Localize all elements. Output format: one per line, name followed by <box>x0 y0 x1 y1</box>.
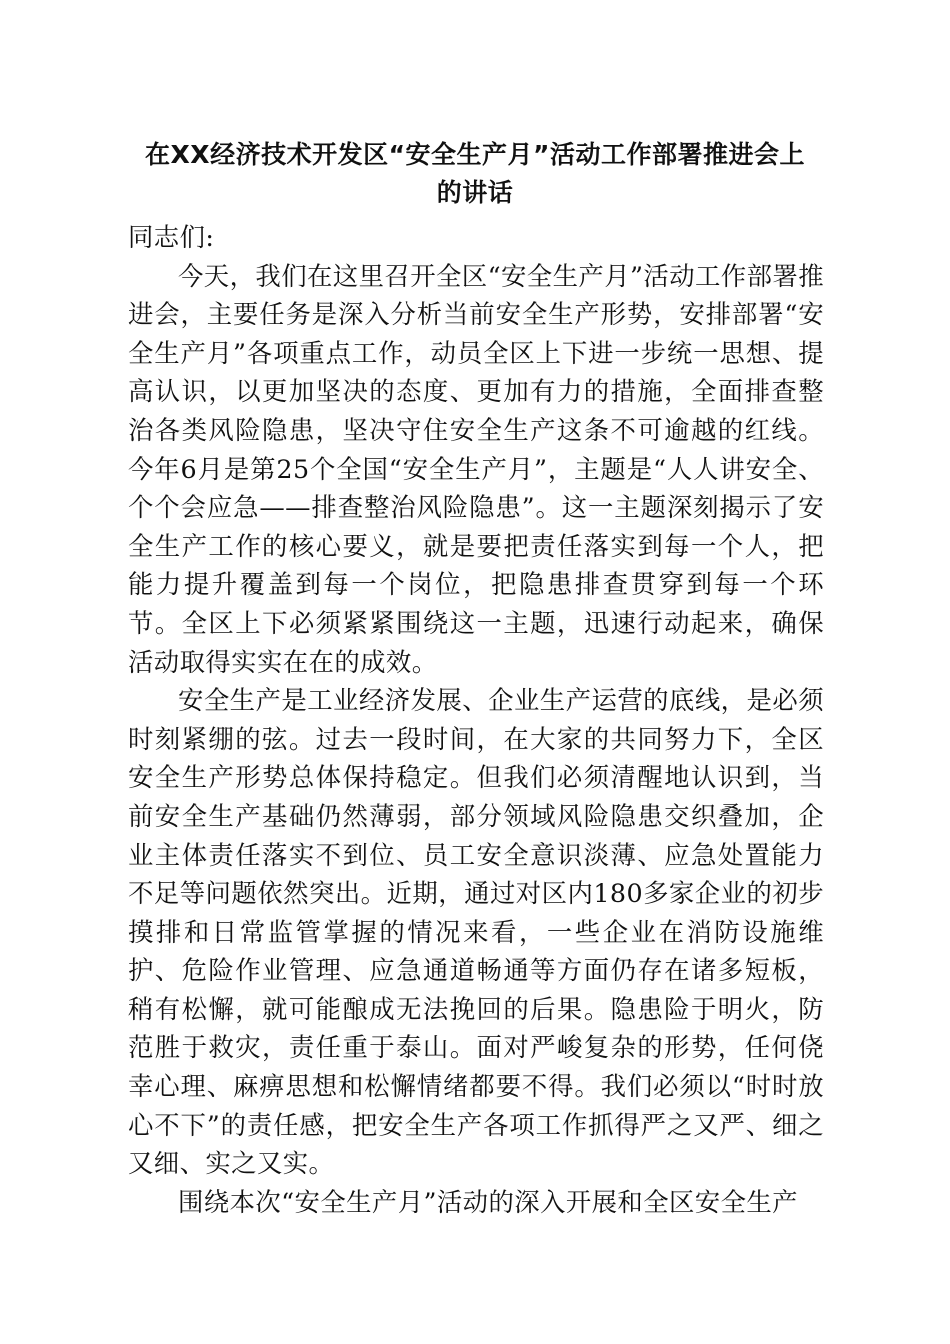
salutation: 同志们: <box>128 222 215 252</box>
paragraph-2: 安全生产是工业经济发展、企业生产运营的底线，是必须时刻紧绷的弦。过去一段时间，在大家的共同努力下，全区安全生产形势总体保持稳定。但我们必须清醒地认识到，当前安全生产基础仍然薄弱，部分领域风险隐患交织叠加，企业主体责任落实不到位、员工安全意识淡薄、应急处置能力不足等问题依然突出。近期，通过对区内180多家企业的初步摸排和日常监管掌握的情况来看，一些企业在消防设施维护、危险作业管理、应急通道畅通等方面仍存在诸多短板，稍有松懈，就可能酿成无法挽回的后果。隐患险于明火，防范胜于救灾，责任重于泰山。面对严峻复杂的形势，任何侥幸心理、麻痹思想和松懈情绪都要不得。我们必须以“时时放心不下”的责任感，把安全生产各项工作抓得严之又严、细之又细、实之又实。 <box>128 685 824 1179</box>
title-line-2: 的讲话 <box>436 178 514 207</box>
paragraph-1: 今天，我们在这里召开全区“安全生产月”活动工作部署推进会，主要任务是深入分析当前安全生产形势，安排部署“安全生产月”各项重点工作，动员全区上下进一步统一思想、提高认识，以更加坚决的态度、更加有力的措施，全面排查整治各类风险隐患，坚决守住安全生产这条不可逾越的红线。今年6月是第25个全国“安全生产月”，主题是“人人讲安全、个个会应急——排查整治风险隐患”。这一主题深刻揭示了安全生产工作的核心要义，就是要把责任落实到每一个人，把能力提升覆盖到每一个岗位，把隐患排查贯穿到每一个环节。全区上下必须紧紧围绕这一主题，迅速行动起来，确保活动取得实实在在的成效。 <box>128 260 824 677</box>
title-line-1: 在XX经济技术开发区“安全生产月”活动工作部署推进会上 <box>145 140 805 169</box>
paragraph-3: 围绕本次“安全生产月”活动的深入开展和全区安全生产 <box>178 1186 798 1217</box>
document-title <box>120 136 830 212</box>
document-body <box>128 218 824 1221</box>
